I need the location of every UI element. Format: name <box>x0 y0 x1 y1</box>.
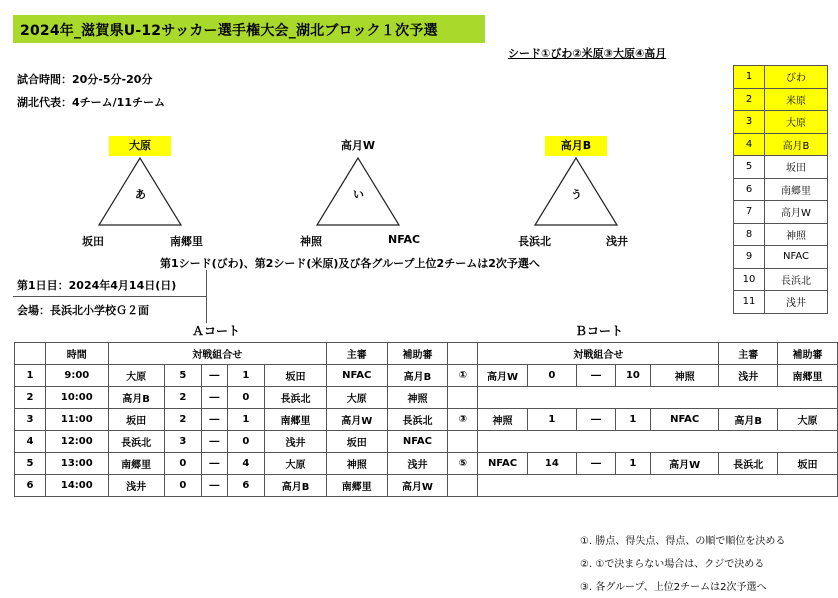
table-header-row <box>15 343 838 365</box>
table-row <box>15 387 838 409</box>
header-match-a: 対戦組合せ <box>108 343 326 365</box>
b-away-team: 高月W <box>650 453 718 475</box>
a-home-team: 浅井 <box>108 475 164 497</box>
seed-table <box>733 65 828 314</box>
header-assistant-a: 補助審 <box>387 343 448 365</box>
a-dash: ― <box>202 475 227 497</box>
b-referee: 浅井 <box>719 365 778 387</box>
a-home-score: 0 <box>164 453 202 475</box>
seed-row <box>734 111 828 134</box>
a-away-score: 6 <box>227 475 265 497</box>
seed-number: 10 <box>734 268 765 291</box>
a-home-team: 南郷里 <box>108 453 164 475</box>
a-referee: 大原 <box>326 387 387 409</box>
advance-note: 第1シード(びわ)、第2シード(米原)及び各グループ上位2チームは2次予選へ <box>160 257 540 270</box>
a-dash: ― <box>202 431 227 453</box>
b-referee: 高月B <box>719 409 778 431</box>
a-away-score: 4 <box>227 453 265 475</box>
a-assistant: NFAC <box>387 431 448 453</box>
b-mark <box>448 431 478 453</box>
representatives: 湖北代表：4チーム/11チーム <box>17 96 165 109</box>
b-mark: ⑤ <box>448 453 478 475</box>
group-letter: あ <box>135 188 146 201</box>
b-dash: ― <box>577 453 616 475</box>
seed-number: 2 <box>734 88 765 111</box>
seed-row <box>734 66 828 89</box>
a-referee: NFAC <box>326 365 387 387</box>
b-home-team: 神照 <box>478 409 527 431</box>
match-time: 9:00 <box>45 365 108 387</box>
match-no: 5 <box>15 453 46 475</box>
seed-team: 南郷里 <box>765 178 828 201</box>
table-row <box>15 475 838 497</box>
note-2: ②. ①で決まらない場合は、クジで決める <box>580 559 765 570</box>
a-away-score: 1 <box>227 365 265 387</box>
seed-row <box>734 268 828 291</box>
a-away-team: 大原 <box>265 453 327 475</box>
seed-team: 神照 <box>765 223 828 246</box>
seed-row <box>734 223 828 246</box>
b-away-score: 1 <box>615 453 650 475</box>
a-home-team: 長浜北 <box>108 431 164 453</box>
match-time: 14:00 <box>45 475 108 497</box>
a-referee: 高月W <box>326 409 387 431</box>
b-dash: ― <box>577 365 616 387</box>
match-time: 11:00 <box>45 409 108 431</box>
seed-team: びわ <box>765 66 828 89</box>
seed-summary: シード①びわ②米原③大原④高月 <box>508 47 667 60</box>
table-row <box>15 431 838 453</box>
b-assistant: 大原 <box>778 409 838 431</box>
header-match-b: 対戦組合せ <box>478 343 719 365</box>
court-b-title: Ｂコート <box>575 324 624 338</box>
match-no: 1 <box>15 365 46 387</box>
table-row <box>15 453 838 475</box>
b-dash: ― <box>577 409 616 431</box>
seed-row <box>734 88 828 111</box>
group-left-team: 坂田 <box>82 235 104 248</box>
header-assistant-b: 補助審 <box>778 343 838 365</box>
a-home-score: 5 <box>164 365 202 387</box>
b-away-score: 1 <box>615 409 650 431</box>
a-referee: 南郷里 <box>326 475 387 497</box>
seed-number: 9 <box>734 246 765 269</box>
a-home-team: 高月B <box>108 387 164 409</box>
seed-number: 5 <box>734 156 765 179</box>
venue: 会場：長浜北小学校Ｇ２面 <box>17 304 149 317</box>
table-row <box>15 365 838 387</box>
a-home-score: 3 <box>164 431 202 453</box>
b-assistant: 坂田 <box>778 453 838 475</box>
table-row <box>15 409 838 431</box>
match-time: 13:00 <box>45 453 108 475</box>
a-away-score: 0 <box>227 431 265 453</box>
a-referee: 神照 <box>326 453 387 475</box>
header-time: 時間 <box>45 343 108 365</box>
a-dash: ― <box>202 387 227 409</box>
a-assistant: 高月W <box>387 475 448 497</box>
page-title: 2024年_滋賀県U-12サッカー選手権大会_湖北ブロック１次予選 <box>20 23 438 39</box>
b-mark <box>448 387 478 409</box>
header-referee-a: 主審 <box>326 343 387 365</box>
group-head-team: 高月B <box>545 136 607 156</box>
a-assistant: 浅井 <box>387 453 448 475</box>
seed-team: 浅井 <box>765 291 828 314</box>
a-home-score: 2 <box>164 409 202 431</box>
seed-number: 7 <box>734 201 765 224</box>
b-home-score: 1 <box>527 409 576 431</box>
b-home-score: 0 <box>527 365 576 387</box>
seed-row <box>734 201 828 224</box>
a-home-team: 坂田 <box>108 409 164 431</box>
group-head-team: 高月W <box>340 139 376 152</box>
match-no: 4 <box>15 431 46 453</box>
b-empty-cell <box>478 431 838 453</box>
b-referee: 長浜北 <box>719 453 778 475</box>
a-away-team: 長浜北 <box>265 387 327 409</box>
a-dash: ― <box>202 409 227 431</box>
a-assistant: 長浜北 <box>387 409 448 431</box>
b-away-score: 10 <box>615 365 650 387</box>
seed-row <box>734 291 828 314</box>
a-dash: ― <box>202 365 227 387</box>
group-right-team: 南郷里 <box>170 235 203 248</box>
seed-row <box>734 178 828 201</box>
b-away-team: 神照 <box>650 365 718 387</box>
seed-row <box>734 133 828 156</box>
b-empty-cell <box>478 387 838 409</box>
note-3: ③. 各グループ、上位2チームは2次予選へ <box>580 582 767 593</box>
a-away-score: 0 <box>227 387 265 409</box>
day1-date: 第1日目：2024年4月14日(日) <box>17 279 177 292</box>
a-assistant: 神照 <box>387 387 448 409</box>
seed-number: 3 <box>734 111 765 134</box>
seed-number: 4 <box>734 133 765 156</box>
court-a-title: Ａコート <box>192 324 241 338</box>
group-right-team: 浅井 <box>606 235 628 248</box>
seed-team: NFAC <box>765 246 828 269</box>
seed-number: 11 <box>734 291 765 314</box>
a-away-team: 坂田 <box>265 365 327 387</box>
seed-team: 大原 <box>765 111 828 134</box>
a-away-score: 1 <box>227 409 265 431</box>
a-away-team: 南郷里 <box>265 409 327 431</box>
match-no: 3 <box>15 409 46 431</box>
match-time: 12:00 <box>45 431 108 453</box>
seed-team: 坂田 <box>765 156 828 179</box>
b-away-team: NFAC <box>650 409 718 431</box>
a-home-team: 大原 <box>108 365 164 387</box>
seed-number: 8 <box>734 223 765 246</box>
b-mark: ① <box>448 365 478 387</box>
header-referee-b: 主審 <box>719 343 778 365</box>
a-dash: ― <box>202 453 227 475</box>
b-empty-cell <box>478 475 838 497</box>
match-no: 2 <box>15 387 46 409</box>
seed-team: 高月W <box>765 201 828 224</box>
group-letter: う <box>571 188 582 201</box>
a-away-team: 高月B <box>265 475 327 497</box>
match-no: 6 <box>15 475 46 497</box>
b-assistant: 南郷里 <box>778 365 838 387</box>
header-mark <box>448 343 478 365</box>
seed-team: 高月B <box>765 133 828 156</box>
b-home-score: 14 <box>527 453 576 475</box>
b-mark <box>448 475 478 497</box>
a-away-team: 浅井 <box>265 431 327 453</box>
a-home-score: 0 <box>164 475 202 497</box>
match-time: 10:00 <box>45 387 108 409</box>
seed-team: 長浜北 <box>765 268 828 291</box>
seed-row <box>734 156 828 179</box>
note-1: ①. 勝点、得失点、得点、の順で順位を決める <box>580 536 786 547</box>
b-mark: ③ <box>448 409 478 431</box>
group-left-team: 神照 <box>300 235 322 248</box>
match-time: 試合時間：20分-5分-20分 <box>17 73 153 86</box>
seed-number: 1 <box>734 66 765 89</box>
seed-row <box>734 246 828 269</box>
group-left-team: 長浜北 <box>518 235 551 248</box>
seed-team: 米原 <box>765 88 828 111</box>
seed-number: 6 <box>734 178 765 201</box>
a-referee: 坂田 <box>326 431 387 453</box>
a-assistant: 高月B <box>387 365 448 387</box>
header-no <box>15 343 46 365</box>
b-home-team: 高月W <box>478 365 527 387</box>
b-home-team: NFAC <box>478 453 527 475</box>
group-letter: い <box>353 188 364 201</box>
a-home-score: 2 <box>164 387 202 409</box>
match-table <box>14 342 838 497</box>
group-right-team: NFAC <box>388 233 421 246</box>
group-head-team: 大原 <box>109 136 171 156</box>
